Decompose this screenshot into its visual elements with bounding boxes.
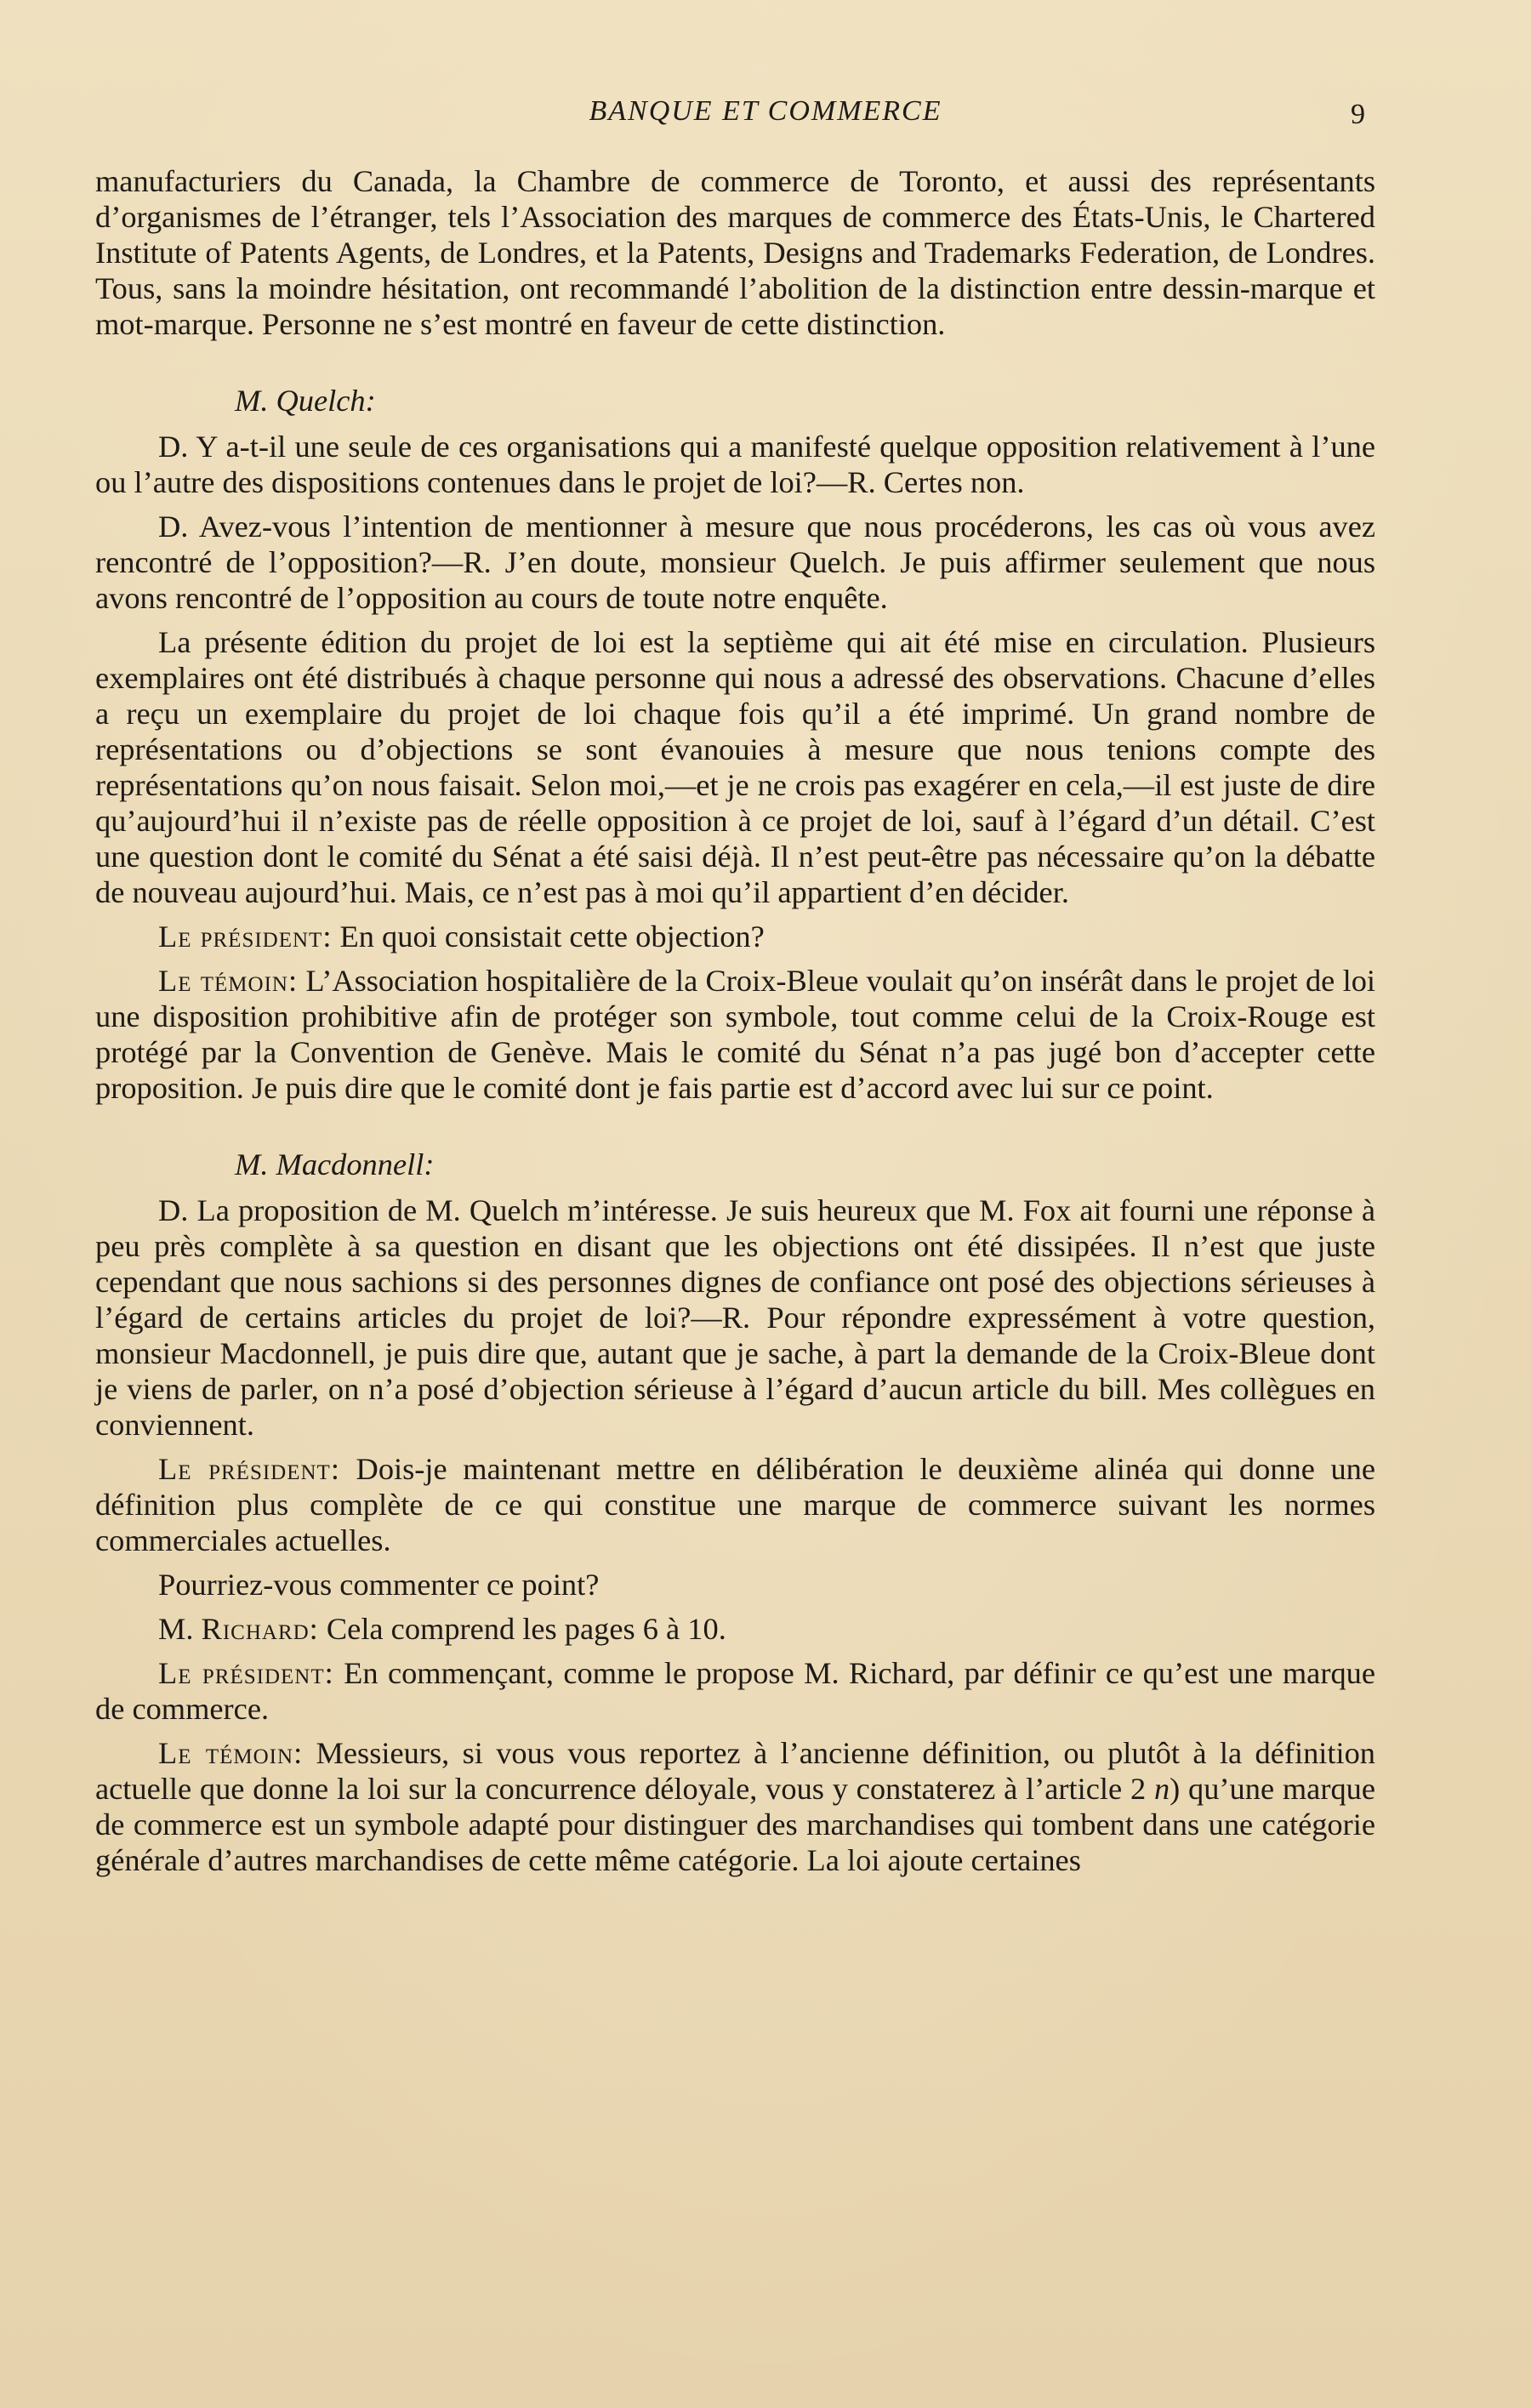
speaker-prefix: M. xyxy=(158,1612,202,1646)
question-answer-paragraph: D. La proposition de M. Quelch m’intéresse. Je suis heureux que M. Fox ait fourni une réponse à peu près complète à sa question en disant que les objections ont été dissipées. Il n’est que juste cependant que nous sachions si des personnes dignes de confiance ont posé des objections sérieuses à l’égard de certains articles du projet de loi?—R. Pour répondre expressément à votre question, monsieur Macdonnell, je puis dire que, autant que je sache, à part la demande de la Croix-Bleue dont je viens de parler, on n’a posé d’objection sérieuse à l’égard d’aucun article du bill. Mes collègues en conviennent. xyxy=(95,1193,1375,1442)
witness-answer xyxy=(95,963,1375,1106)
paragraph-text: Dois-je maintenant mettre en délibération le deuxième alinéa qui donne une définition plus complète de ce qui constitue une marque de commerce suivant les normes commerciales actuelles. xyxy=(95,1452,1376,1557)
italic-letter: n xyxy=(1153,1772,1170,1806)
speaker-label: Richard: xyxy=(201,1612,319,1646)
question-answer-paragraph: D. Avez-vous l’intention de mentionner à mesure que nous procéderons, les cas où vous avez rencontré de l’opposition?—R. J’en doute, monsieur Quelch. Je puis affirmer seulement que nous avons rencontré de l’opposition au cours de toute notre enquête. xyxy=(95,509,1375,615)
paragraph-text: ) qu’une marque de commerce est un symbole adapté pour distinguer des marchandises qui tombent dans une catégorie générale d’autres marchandises de cette même catégorie. La loi ajoute certaines xyxy=(95,1772,1375,1877)
page-number: 9 xyxy=(1351,99,1365,130)
paragraph: Pourriez-vous commenter ce point? xyxy=(158,1568,600,1602)
running-title: BANQUE ET COMMERCE xyxy=(589,95,942,127)
speaker-label: Le président: xyxy=(158,1656,334,1690)
speaker-label: Le président: xyxy=(158,1452,340,1486)
paragraph-text: L’Association hospitalière de la Croix-Bleue voulait qu’on insérât dans le projet de loi une disposition prohibitive afin de protéger son symbole, tout comme celui de la Croix-Rouge est protégé par la Convention de Genève. Mais le comité du Sénat n’a pas jugé bon d’accepter cette proposition. Je puis dire que le comité dont je fais partie est d’accord avec lui sur ce point. xyxy=(95,964,1375,1105)
president-question xyxy=(95,919,1375,954)
paragraph-text: En quoi consistait cette objection? xyxy=(332,919,765,954)
speaker-heading-macdonnell: M. Macdonnell: xyxy=(235,1147,435,1181)
paragraph-continuation: manufacturiers du Canada, la Chambre de commerce de Toronto, et aussi des représentants d’organismes de l’étranger, tels l’Association des marques de commerce des États-Unis, le Chartered Institute of Patents Agents, de Londres, et la Patents, Designs and Trademarks Federation, de Londres. Tous, sans la moindre hésitation, ont recommandé l’abolition de la distinction entre dessin-marque et mot-marque. Personne ne s’est montré en faveur de cette distinction. xyxy=(95,164,1375,341)
speaker-label: Le président: xyxy=(158,919,333,954)
paragraph-text: Messieurs, si vous vous reportez à l’ancienne définition, ou plutôt à la définition actuelle que donne la loi sur la concurrence déloyale, vous y constaterez à l’article 2 xyxy=(95,1736,1376,1806)
paragraph-text: En commençant, comme le propose M. Richard, par définir ce qu’est une marque de commerce. xyxy=(95,1656,1375,1726)
paragraph-text: Cela comprend les pages 6 à 10. xyxy=(318,1612,726,1646)
president-statement xyxy=(95,1655,1375,1727)
witness-answer xyxy=(95,1735,1375,1878)
president-statement xyxy=(95,1451,1375,1558)
speaker-label: Le témoin: xyxy=(158,1736,304,1770)
speaker-label: Le témoin: xyxy=(158,964,299,998)
testimony-paragraph: La présente édition du projet de loi est la septième qui ait été mise en circulation. Plusieurs exemplaires ont été distribués à chaque personne qui nous a adressé des observations. Chacune d’elles a reçu un exemplaire du projet de loi chaque fois qu’il a été imprimé. Un grand nombre de représentations ou d’objections se sont évanouies à mesure que nous tenions compte des représentations qu’on nous faisait. Selon moi,—et je ne crois pas exagérer en cela,—il est juste de dire qu’aujourd’hui il n’existe pas de réelle opposition à ce projet de loi, sauf à l’égard d’un détail. C’est une question dont le comité du Sénat a été saisi déjà. Il n’est peut-être pas nécessaire qu’on la débatte de nouveau aujourd’hui. Mais, ce n’est pas à moi qu’il appartient d’en décider. xyxy=(95,625,1375,909)
richard-statement xyxy=(95,1611,1375,1647)
question-answer-paragraph: D. Y a-t-il une seule de ces organisations qui a manifesté quelque opposition relativement à l’une ou l’autre des dispositions contenues dans le projet de loi?—R. Certes non. xyxy=(95,430,1375,499)
speaker-heading-quelch: M. Quelch: xyxy=(235,384,376,418)
page-body xyxy=(95,163,1375,1878)
